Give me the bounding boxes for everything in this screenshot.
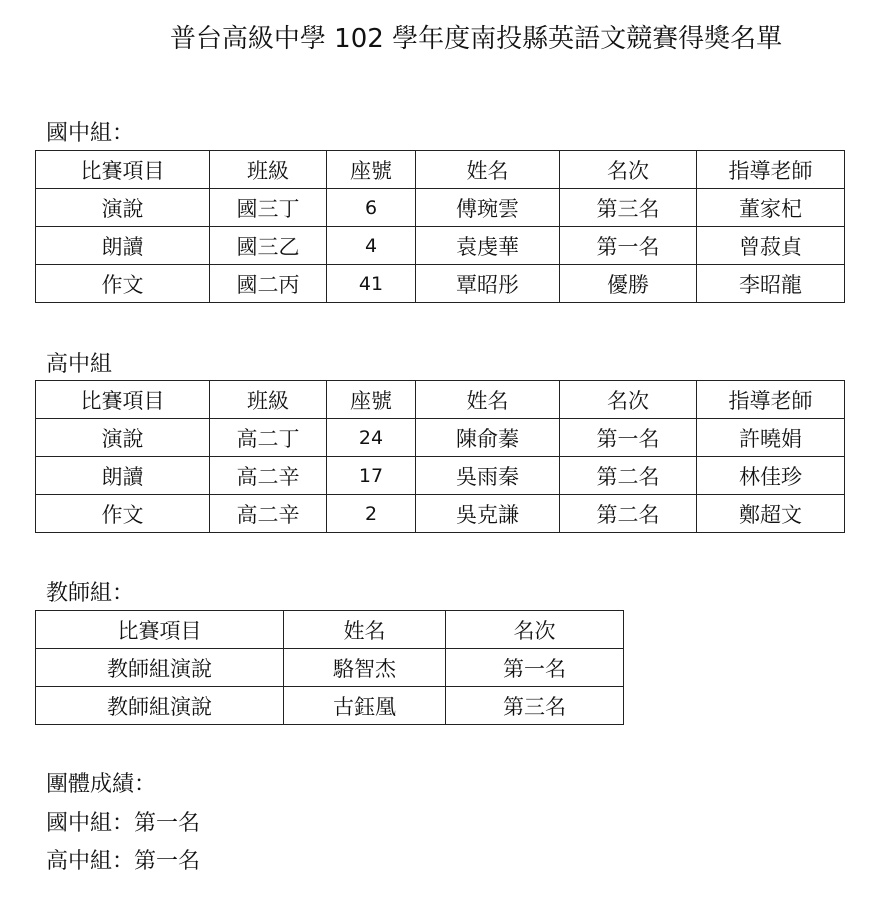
cell-seat: 2 [327, 495, 416, 533]
header-name: 姓名 [416, 151, 560, 189]
header-event: 比賽項目 [36, 381, 210, 419]
team-results-label: 團體成績： [46, 772, 157, 797]
cell-event: 教師組演說 [36, 649, 284, 687]
header-rank: 名次 [560, 381, 697, 419]
table-header-row [36, 611, 624, 649]
cell-advisor: 許曉娟 [697, 419, 845, 457]
table-row [36, 649, 624, 687]
table-header-row [36, 151, 845, 189]
cell-name: 傅琬雲 [416, 189, 560, 227]
cell-class: 高二丁 [210, 419, 327, 457]
header-class: 班級 [210, 151, 327, 189]
header-class: 班級 [210, 381, 327, 419]
cell-name: 吳克謙 [416, 495, 560, 533]
cell-rank: 第三名 [446, 687, 624, 725]
cell-class: 高二辛 [210, 495, 327, 533]
senior-results-table [35, 380, 845, 533]
cell-seat: 41 [327, 265, 416, 303]
header-name: 姓名 [416, 381, 560, 419]
cell-name: 吳雨秦 [416, 457, 560, 495]
header-rank: 名次 [560, 151, 697, 189]
cell-advisor: 曾菽貞 [697, 227, 845, 265]
cell-seat: 17 [327, 457, 416, 495]
team-result-senior: 高中組：第一名 [46, 849, 201, 874]
cell-event: 作文 [36, 495, 210, 533]
header-seat: 座號 [327, 381, 416, 419]
table-row [36, 687, 624, 725]
cell-rank: 第二名 [560, 495, 697, 533]
team-result-junior: 國中組：第一名 [46, 811, 201, 836]
cell-advisor: 李昭龍 [697, 265, 845, 303]
header-seat: 座號 [327, 151, 416, 189]
cell-event: 演說 [36, 419, 210, 457]
table-row [36, 189, 845, 227]
table-row [36, 457, 845, 495]
page-title: 普台高級中學 102 學年度南投縣英語文競賽得獎名單 [169, 24, 783, 54]
teacher-results-table [35, 610, 624, 725]
senior-section-label: 高中組 [46, 352, 113, 377]
cell-event: 教師組演說 [36, 687, 284, 725]
cell-seat: 4 [327, 227, 416, 265]
cell-seat: 6 [327, 189, 416, 227]
header-event: 比賽項目 [36, 151, 210, 189]
junior-section-label: 國中組： [46, 121, 135, 146]
cell-class: 國三丁 [210, 189, 327, 227]
cell-class: 國三乙 [210, 227, 327, 265]
cell-rank: 第三名 [560, 189, 697, 227]
cell-rank: 第二名 [560, 457, 697, 495]
table-row [36, 265, 845, 303]
junior-results-table [35, 150, 845, 303]
cell-advisor: 鄭超文 [697, 495, 845, 533]
cell-name: 古鈺凰 [284, 687, 446, 725]
cell-rank: 優勝 [560, 265, 697, 303]
cell-class: 國二丙 [210, 265, 327, 303]
teacher-section-label: 教師組： [46, 581, 135, 606]
cell-name: 陳俞蓁 [416, 419, 560, 457]
header-name: 姓名 [284, 611, 446, 649]
cell-name: 駱智杰 [284, 649, 446, 687]
header-advisor: 指導老師 [697, 151, 845, 189]
table-row [36, 495, 845, 533]
table-row [36, 227, 845, 265]
cell-event: 作文 [36, 265, 210, 303]
header-rank: 名次 [446, 611, 624, 649]
header-advisor: 指導老師 [697, 381, 845, 419]
cell-name: 袁虔華 [416, 227, 560, 265]
cell-rank: 第一名 [560, 419, 697, 457]
cell-event: 演說 [36, 189, 210, 227]
table-row [36, 419, 845, 457]
cell-advisor: 董家杞 [697, 189, 845, 227]
cell-event: 朗讀 [36, 457, 210, 495]
header-event: 比賽項目 [36, 611, 284, 649]
cell-advisor: 林佳珍 [697, 457, 845, 495]
table-header-row [36, 381, 845, 419]
cell-event: 朗讀 [36, 227, 210, 265]
cell-rank: 第一名 [560, 227, 697, 265]
cell-class: 高二辛 [210, 457, 327, 495]
cell-rank: 第一名 [446, 649, 624, 687]
cell-seat: 24 [327, 419, 416, 457]
cell-name: 覃昭彤 [416, 265, 560, 303]
